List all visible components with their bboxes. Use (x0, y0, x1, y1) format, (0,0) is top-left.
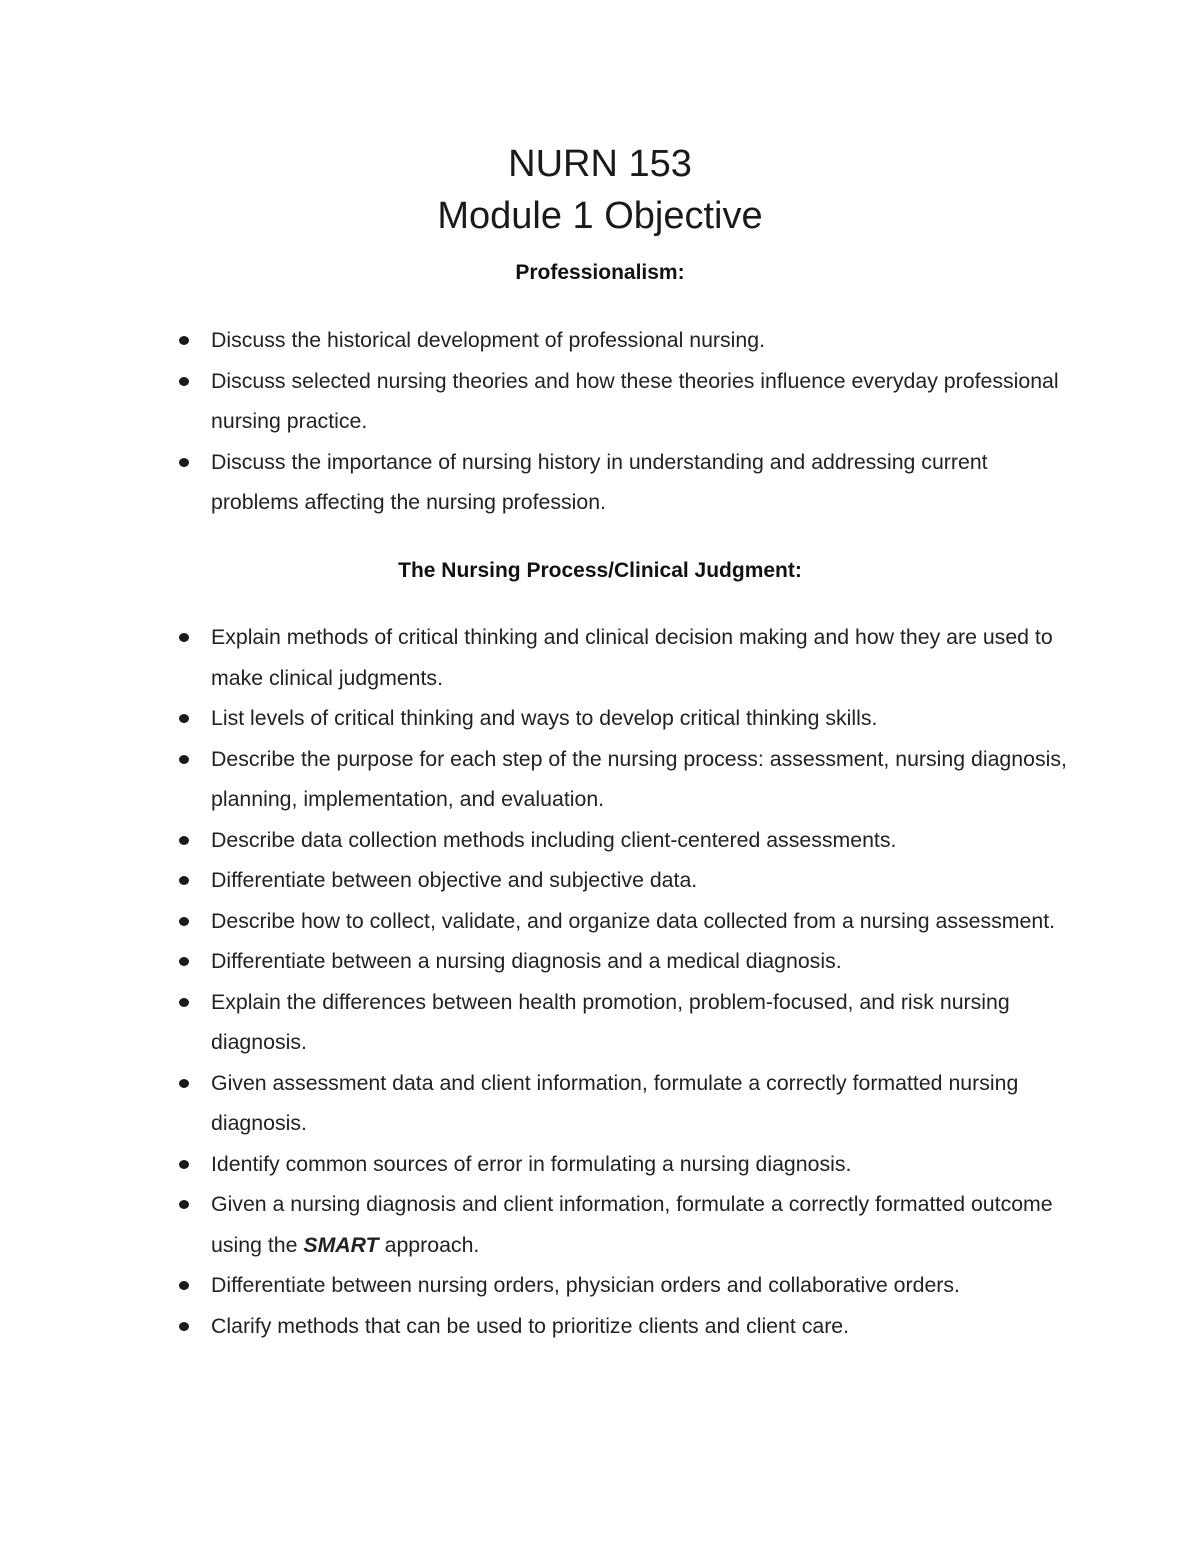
list-item (0, 1144, 1200, 1185)
bullet-icon (179, 458, 189, 467)
bullet-icon (179, 998, 189, 1007)
bullet-icon (179, 1281, 189, 1290)
list-item (0, 1306, 1200, 1347)
bullet-icon (179, 714, 189, 723)
bullet-icon (179, 1322, 189, 1331)
list-item (0, 982, 1200, 1063)
objectives-list-professionalism (0, 320, 1200, 523)
list-item-smart-outcome (0, 1184, 1200, 1265)
list-item (0, 1265, 1200, 1306)
list-item-text-after: approach. (378, 1232, 480, 1257)
section-heading-professionalism: Professionalism: (515, 261, 685, 284)
list-item (0, 442, 1200, 523)
bullet-icon (179, 1160, 189, 1169)
objectives-list-nursing-process (0, 617, 1200, 1346)
list-item-text-before: Given a nursing diagnosis and client information, formulate a correctly formatted outcome using the (211, 1192, 1053, 1257)
list-item (0, 698, 1200, 739)
bullet-icon (179, 377, 189, 386)
bullet-icon (179, 1079, 189, 1088)
bullet-icon (179, 633, 189, 642)
bullet-icon (179, 836, 189, 845)
list-item (0, 820, 1200, 861)
list-item-text: Discuss selected nursing theories and how these theories influence everyday professional nursing practice. (211, 368, 1059, 433)
list-item (0, 361, 1200, 442)
smart-emphasis: SMART (303, 1232, 379, 1257)
list-item-text: Describe data collection methods including client-centered assessments. (211, 827, 897, 852)
list-item (0, 320, 1200, 361)
list-item-text: Clarify methods that can be used to prioritize clients and client care. (211, 1313, 850, 1338)
list-item (0, 941, 1200, 982)
list-item-text: Explain the differences between health promotion, problem-focused, and risk nursing diagnosis. (211, 989, 1010, 1054)
list-item-text: Given assessment data and client information, formulate a correctly formatted nursing diagnosis. (211, 1070, 1019, 1135)
list-item-text: Discuss the importance of nursing history in understanding and addressing current problems affecting the nursing profession. (211, 449, 988, 514)
list-item-text: Differentiate between objective and subjective data. (211, 868, 698, 892)
bullet-icon (179, 1200, 189, 1209)
list-item (0, 617, 1200, 698)
bullet-icon (179, 957, 189, 966)
document-title-course: NURN 153 (508, 143, 692, 185)
list-item-text: Describe the purpose for each step of the nursing process: assessment, nursing diagnosis, planning, implementation, and evaluation. (211, 746, 1067, 811)
list-item (0, 860, 1200, 901)
bullet-icon (179, 876, 189, 885)
list-item (0, 1063, 1200, 1144)
list-item-text: Explain methods of critical thinking and clinical decision making and how they are used to make clinical judgments. (211, 625, 1053, 690)
list-item-text: Describe how to collect, validate, and organize data collected from a nursing assessment. (211, 908, 1056, 933)
list-item-text: Discuss the historical development of professional nursing. (211, 328, 765, 352)
document-title-module: Module 1 Objective (437, 195, 763, 237)
section-heading-nursing-process: The Nursing Process/Clinical Judgment: (398, 559, 802, 582)
list-item-text: Differentiate between a nursing diagnosis and a medical diagnosis. (211, 949, 842, 973)
bullet-icon (179, 917, 189, 926)
list-item-text: Differentiate between nursing orders, physician orders and collaborative orders. (211, 1273, 960, 1297)
list-item-text: Identify common sources of error in formulating a nursing diagnosis. (211, 1151, 852, 1176)
list-item-text: List levels of critical thinking and ways to develop critical thinking skills. (211, 706, 878, 730)
list-item (0, 739, 1200, 820)
bullet-icon (179, 755, 189, 764)
list-item (0, 901, 1200, 942)
bullet-icon (179, 336, 189, 345)
